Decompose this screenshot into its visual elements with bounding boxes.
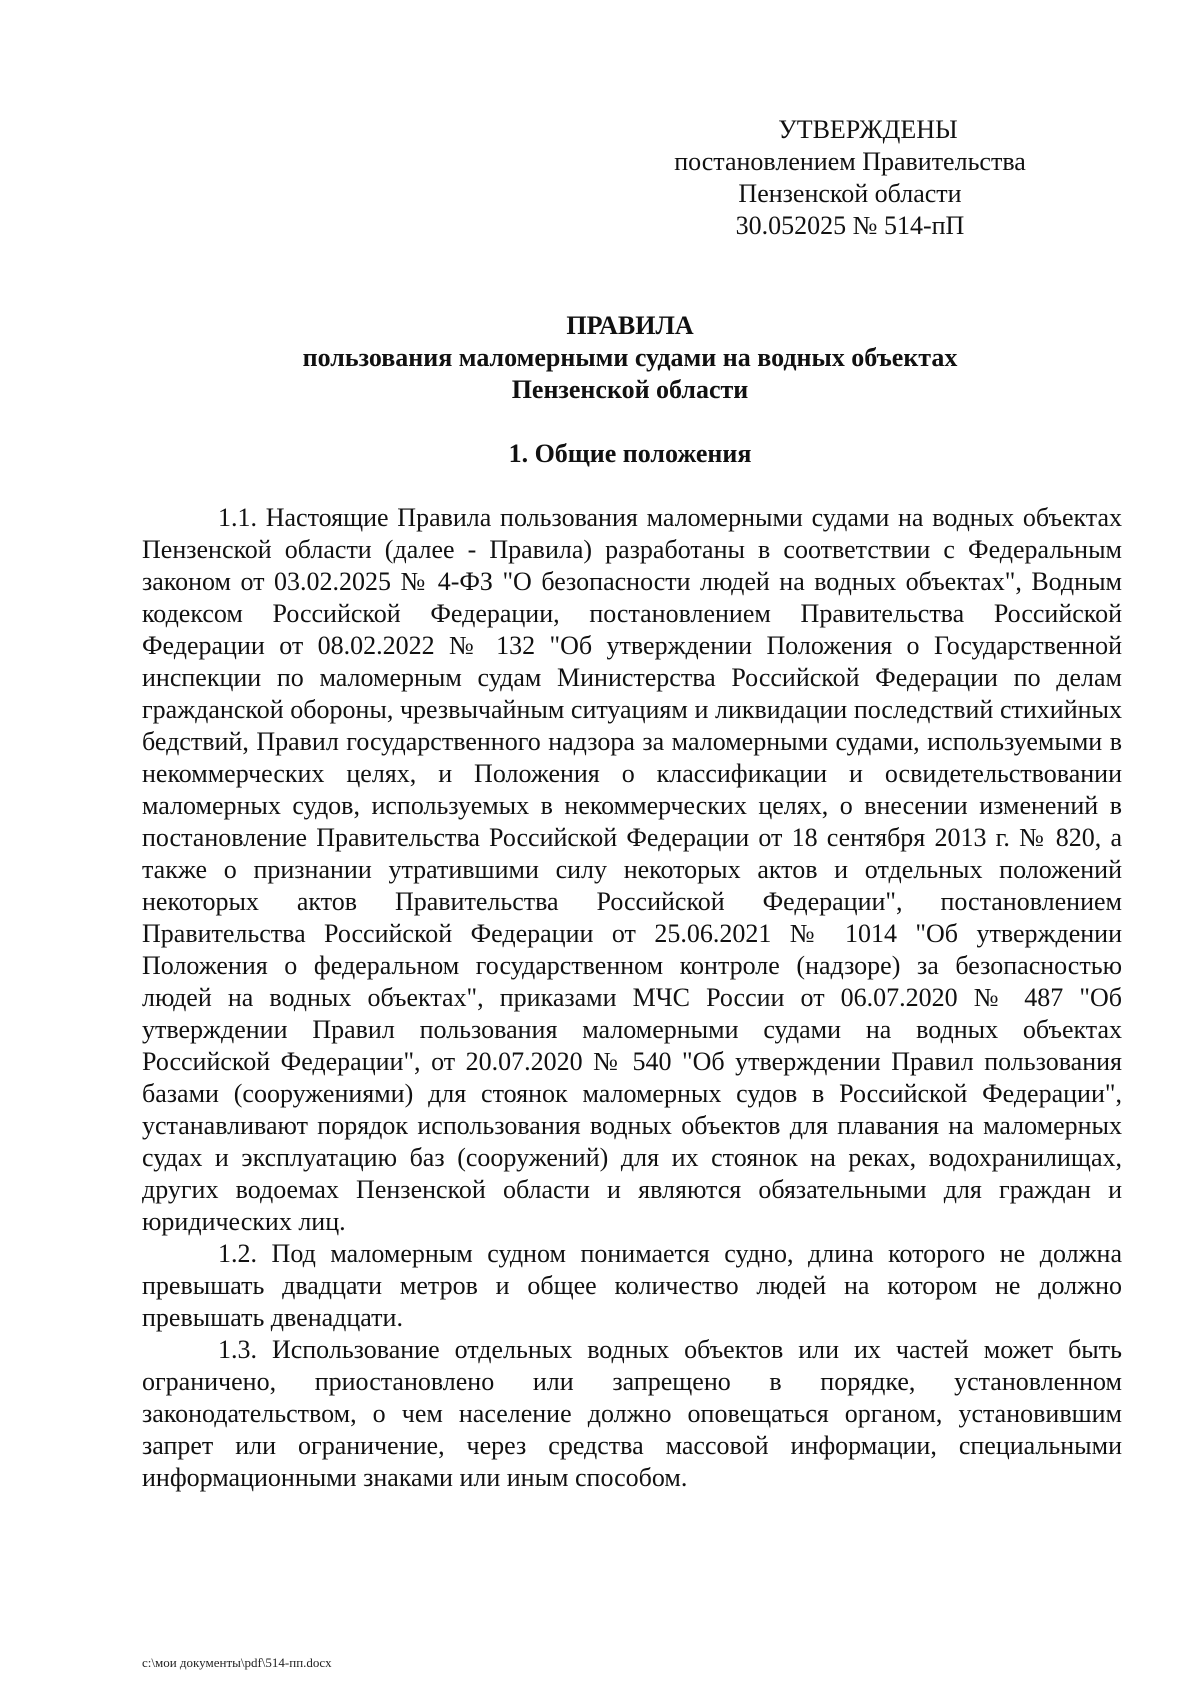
approval-date-number: 30.052025 № 514-пП <box>735 211 965 240</box>
paragraph-1-1: 1.1. Настоящие Правила пользования маломерными судами на водных объектах Пензенской области (далее - Правила) разработаны в соответствии с Федеральным законом от 03.02.2025 № 4-ФЗ "О безопасности людей на водных объектах", Водным кодексом Российской Федерации, постановлением Правительства Российской Федерации от 08.02.2022 № 132 "Об утверждении Положения о Государственной инспекции по маломерным судам Министерства Российской Федерации по делам гражданской обороны, чрезвычайным ситуациям и ликвидации последствий стихийных бедствий, Правил государственного надзора за маломерными судами, используемыми в некоммерческих целях, и Положения о классификации и освидетельствовании маломерных судов, используемых в некоммерческих целях, о внесении изменений в постановление Правительства Российской Федерации от 18 сентября 2013 г. № 820, а также о признании утратившими силу некоторых актов и отдельных положений некоторых актов Правительства Российской Федерации", постановлением Правительства Российской Федерации от 25.06.2021 № 1014 "Об утверждении Положения о федеральном государственном контроле (надзоре) за безопасностью людей на водных объектах", приказами МЧС России от 06.07.2020 № 487 "Об утверждении Правил пользования маломерными судами на водных объектах Российской Федерации", от 20.07.2020 № 540 "Об утверждении Правил пользования базами (сооружениями) для стоянок маломерных судов в Российской Федерации", устанавливают порядок использования водных объектов для плавания на маломерных судах и эксплуатацию баз (сооружений) для их стоянок на реках, водохранилищах, других водоемах Пензенской области и являются обязательными для граждан и юридических лиц. <box>142 503 1122 1236</box>
approval-region-line: Пензенской области <box>738 179 962 208</box>
footer-file-path: c:\мои документы\pdf\514-пп.docx <box>142 1655 332 1670</box>
section-heading: 1. Общие положения <box>508 439 752 468</box>
paragraph-1-2: 1.2. Под маломерным судном понимается судно, длина которого не должна превышать двадцати метров и общее количество людей на котором не должно превышать двенадцати. <box>142 1239 1122 1332</box>
approval-resolution-line: постановлением Правительства <box>674 147 1026 176</box>
section-body <box>142 502 1122 1494</box>
approval-block <box>620 114 1080 242</box>
title-subtitle-line2: Пензенской области <box>511 375 749 404</box>
title-subtitle-line1: пользования маломерными судами на водных объектах <box>302 343 958 372</box>
paragraph-1-3: 1.3. Использование отдельных водных объектов или их частей может быть ограничено, приостановлено или запрещено в порядке, установленном законодательством, о чем население должно оповещаться органом, установившим запрет или ограничение, через средства массовой информации, специальными информационными знаками или иным способом. <box>142 1335 1122 1492</box>
title-main: ПРАВИЛА <box>566 311 694 340</box>
document-title <box>140 310 1120 406</box>
approval-heading: УТВЕРЖДЕНЫ <box>778 115 958 144</box>
